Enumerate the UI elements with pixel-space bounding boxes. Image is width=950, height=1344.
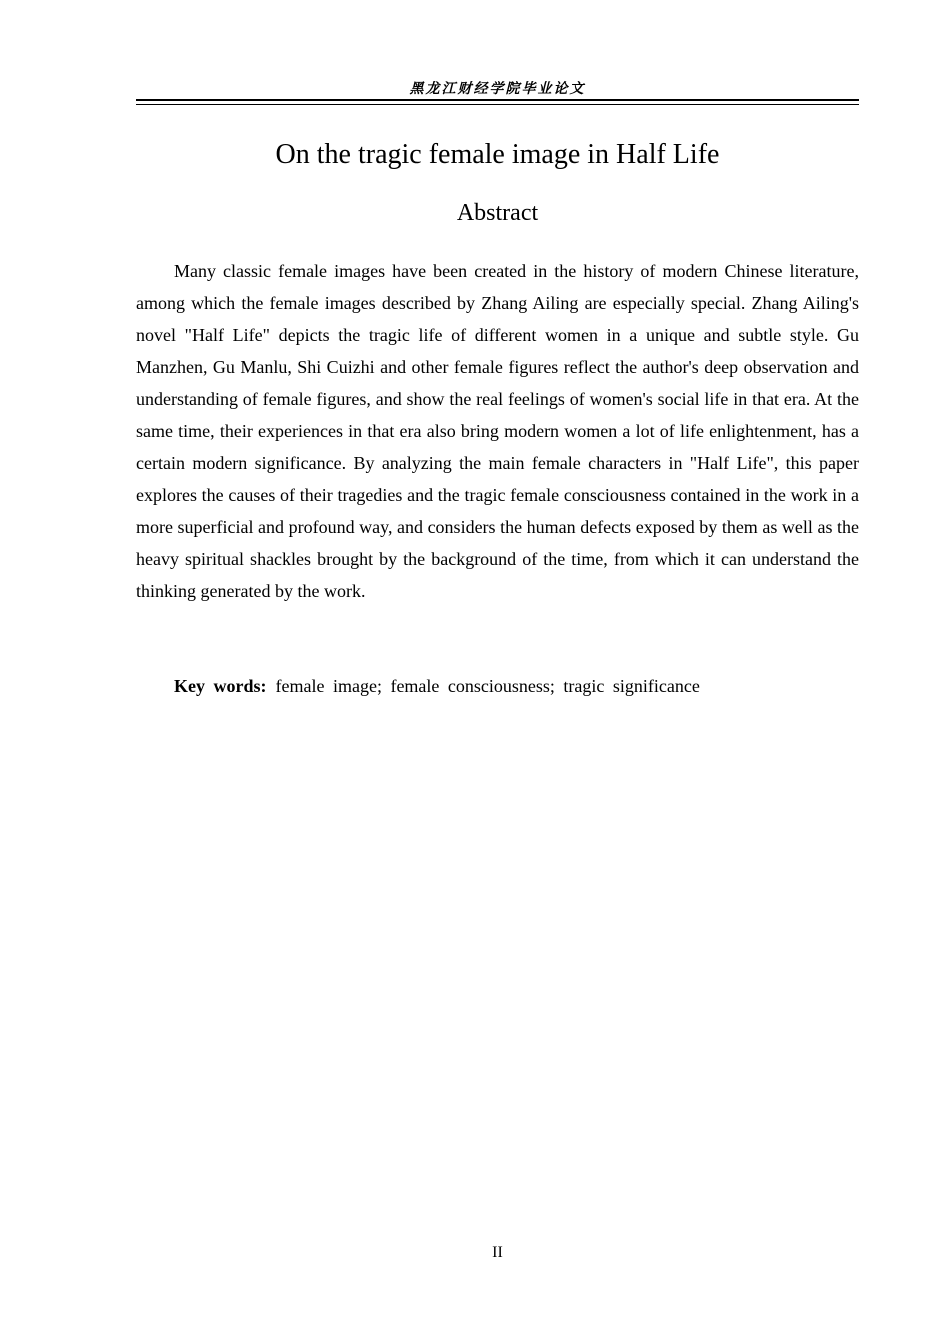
keywords-line [174,671,859,701]
abstract-body: Many classic female images have been created in the history of modern Chinese literature, among which the female images described by Zhang Ailing are especially special. Zhang Ailing's novel "Half Life" depicts the tragic life of different women in a unique and subtle style. Gu Manzhen, Gu Manlu, Shi Cuizhi and other female figures reflect the author's deep observation and understanding of female figures, and show the real feelings of women's social life in that era. At the same time, their experiences in that era also bring modern women a lot of life enlightenment, has a certain modern significance. By analyzing the main female characters in "Half Life", this paper explores the causes of their tragedies and the tragic female consciousness contained in the work in a more superficial and profound way, and considers the human defects exposed by them as well as the heavy spiritual shackles brought by the background of the time, from which it can understand the thinking generated by the work. [136,261,859,601]
keywords-terms: female image; female consciousness; tragic significance [275,676,700,696]
header-title: 黑龙江财经学院毕业论文 [409,81,586,97]
page-header [136,79,859,105]
header-rule-thin [136,104,859,105]
keywords-label: Key words: [174,676,267,696]
paper-title: On the tragic female image in Half Life [275,139,720,170]
abstract-heading: Abstract [456,200,539,226]
page-number: II [492,1244,503,1261]
header-rule-thick [136,99,859,101]
